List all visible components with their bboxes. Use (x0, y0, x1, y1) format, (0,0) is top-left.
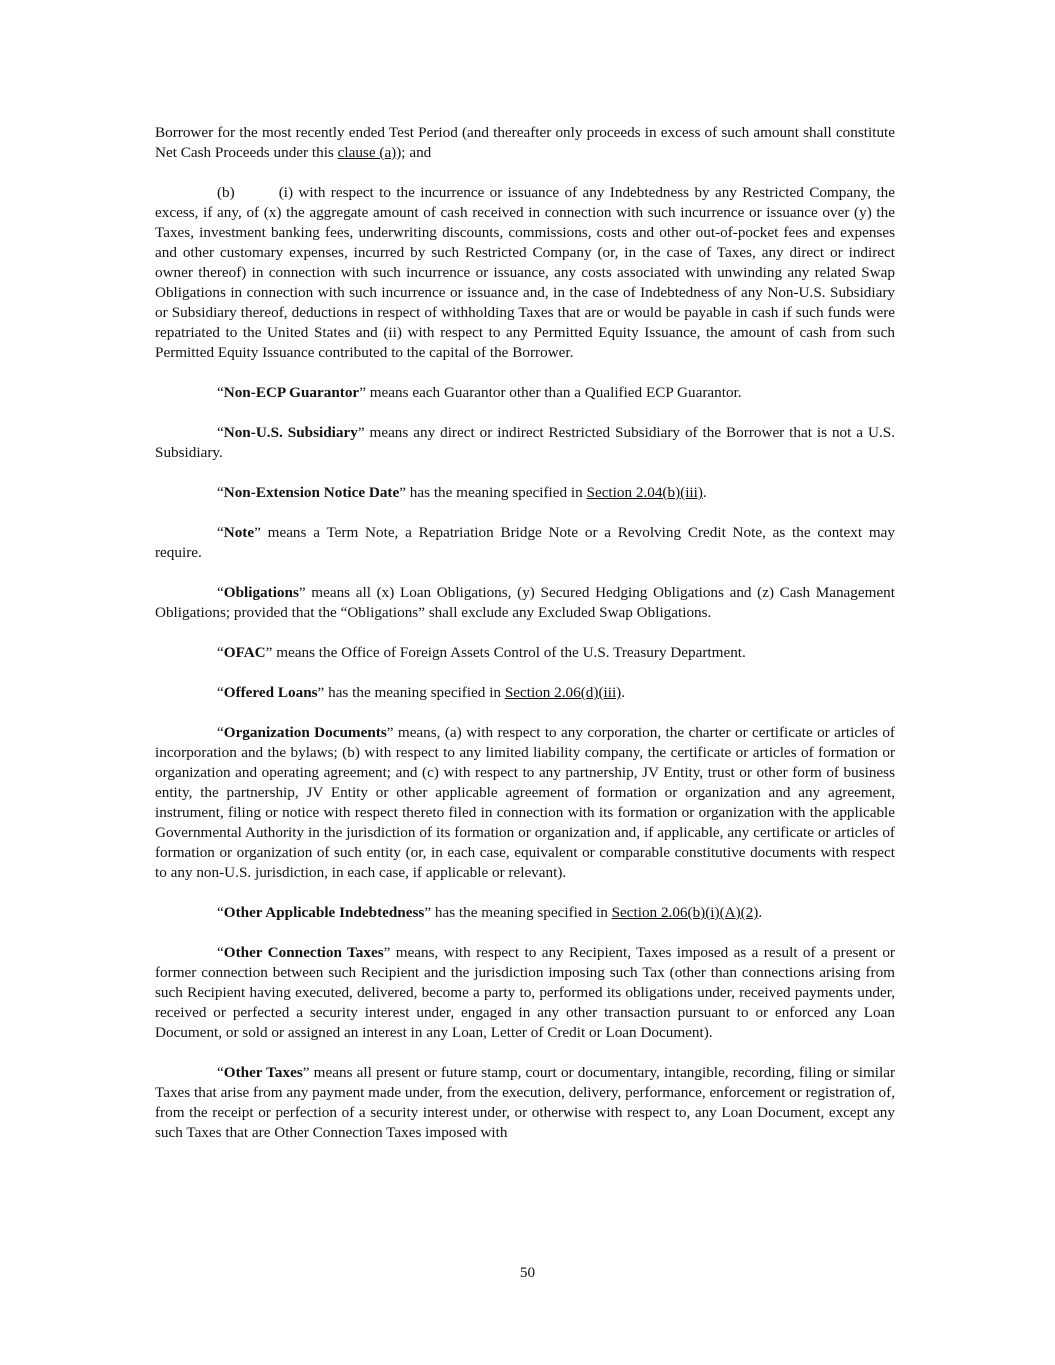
definition-obligations: “Obligations” means all (x) Loan Obligations, (y) Secured Hedging Obligations and (z) Cash Management Obligations; provided that the “Obligations” shall exclude any Excluded Swap Obligations. (155, 584, 895, 621)
definition-other-applicable-indebtedness: “Other Applicable Indebtedness” has the meaning specified in Section 2.06(b)(i)(A)(2). (217, 904, 763, 921)
defined-term: Organization Documents (223, 724, 387, 741)
clause-label: (b) (217, 184, 235, 201)
definition-non-ecp-guarantor: “Non-ECP Guarantor” means each Guarantor other than a Qualified ECP Guarantor. (217, 384, 742, 401)
defined-term: Non-U.S. Subsidiary (223, 424, 358, 441)
section-reference: Section 2.04(b)(iii) (586, 484, 703, 501)
defined-term: Obligations (223, 584, 299, 601)
defined-term: Note (223, 524, 255, 541)
defined-term: Non-Extension Notice Date (223, 484, 400, 501)
paragraph-continuation: Borrower for the most recently ended Test Period (and thereafter only proceeds in excess of such amount shall constitute Net Cash Proceeds under this clause (a)); and (155, 124, 895, 161)
definition-non-extension-notice-date: “Non-Extension Notice Date” has the meaning specified in Section 2.04(b)(iii). (217, 484, 707, 501)
defined-term: OFAC (223, 644, 266, 661)
section-reference: Section 2.06(d)(iii) (504, 684, 622, 701)
defined-term: Offered Loans (223, 684, 318, 701)
definition-organization-documents: “Organization Documents” means, (a) with respect to any corporation, the charter or certificate or articles of incorporation and the bylaws; (b) with respect to any limited liability company, the certificate or articles of formation or organization and operating agreement; and (c) with respect to any partnership, JV Entity, trust or other form of business entity, the partnership, JV Entity or other applicable agreement of formation or organization and any agreement, instrument, filing or notice with respect thereto filed in connection with its formation or organization with the applicable Governmental Authority in the jurisdiction of its formation or organization and, if applicable, any certificate or articles of formation or organization of such entity (or, in each case, equivalent or comparable constitutive documents with respect to any non-U.S. jurisdiction, in each case, if applicable or relevant). (155, 724, 895, 881)
section-reference: Section 2.06(b)(i)(A)(2) (611, 904, 759, 921)
definition-non-us-subsidiary: “Non-U.S. Subsidiary” means any direct or indirect Restricted Subsidiary of the Borrower that is not a U.S. Subsidiary. (155, 424, 895, 461)
definition-other-connection-taxes: “Other Connection Taxes” means, with respect to any Recipient, Taxes imposed as a result of a present or former connection between such Recipient and the jurisdiction imposing such Tax (other than connections arising from such Recipient having executed, delivered, become a party to, performed its obligations under, received payments under, received or perfected a security interest under, engaged in any other transaction pursuant to or enforced any Loan Document, or sold or assigned an interest in any Loan, Letter of Credit or Loan Document). (155, 944, 895, 1041)
defined-term: Non-ECP Guarantor (223, 384, 360, 401)
definition-offered-loans: “Offered Loans” has the meaning specified in Section 2.06(d)(iii). (217, 684, 626, 701)
page-number: 50 (519, 1264, 536, 1281)
definition-other-taxes: “Other Taxes” means all present or future stamp, court or documentary, intangible, recording, filing or similar Taxes that arise from any payment made under, from the execution, delivery, performance, enforcement or registration of, from the receipt or perfection of a security interest under, or otherwise with respect to, any Loan Document, except any such Taxes that are Other Connection Taxes imposed with (155, 1064, 895, 1141)
definition-note: “Note” means a Term Note, a Repatriation Bridge Note or a Revolving Credit Note, as the context may require. (155, 524, 895, 561)
clause-reference: clause (a) (337, 144, 397, 161)
defined-term: Other Applicable Indebtedness (223, 904, 425, 921)
definition-ofac: “OFAC” means the Office of Foreign Assets Control of the U.S. Treasury Department. (217, 644, 746, 661)
document-page (155, 123, 895, 1163)
defined-term: Other Connection Taxes (223, 944, 384, 961)
paragraph-clause-b: (b) (i) with respect to the incurrence or issuance of any Indebtedness by any Restricted Company, the excess, if any, of (x) the aggregate amount of cash received in connection with such incurrence or issuance over (y) the Taxes, investment banking fees, underwriting discounts, commissions, costs and other out-of-pocket fees and expenses and other customary expenses, incurred by such Restricted Company (or, in the case of Taxes, any direct or indirect owner thereof) in connection with such incurrence or issuance, any costs associated with unwinding any related Swap Obligations in connection with such incurrence or issuance and, in the case of Indebtedness of any Non-U.S. Subsidiary or Subsidiary thereof, deductions in respect of withholding Taxes that are or would be payable in cash if such funds were repatriated to the United States and (ii) with respect to any Permitted Equity Issuance, the amount of cash from such Permitted Equity Issuance contributed to the capital of the Borrower. (155, 184, 895, 361)
defined-term: Other Taxes (223, 1064, 303, 1081)
